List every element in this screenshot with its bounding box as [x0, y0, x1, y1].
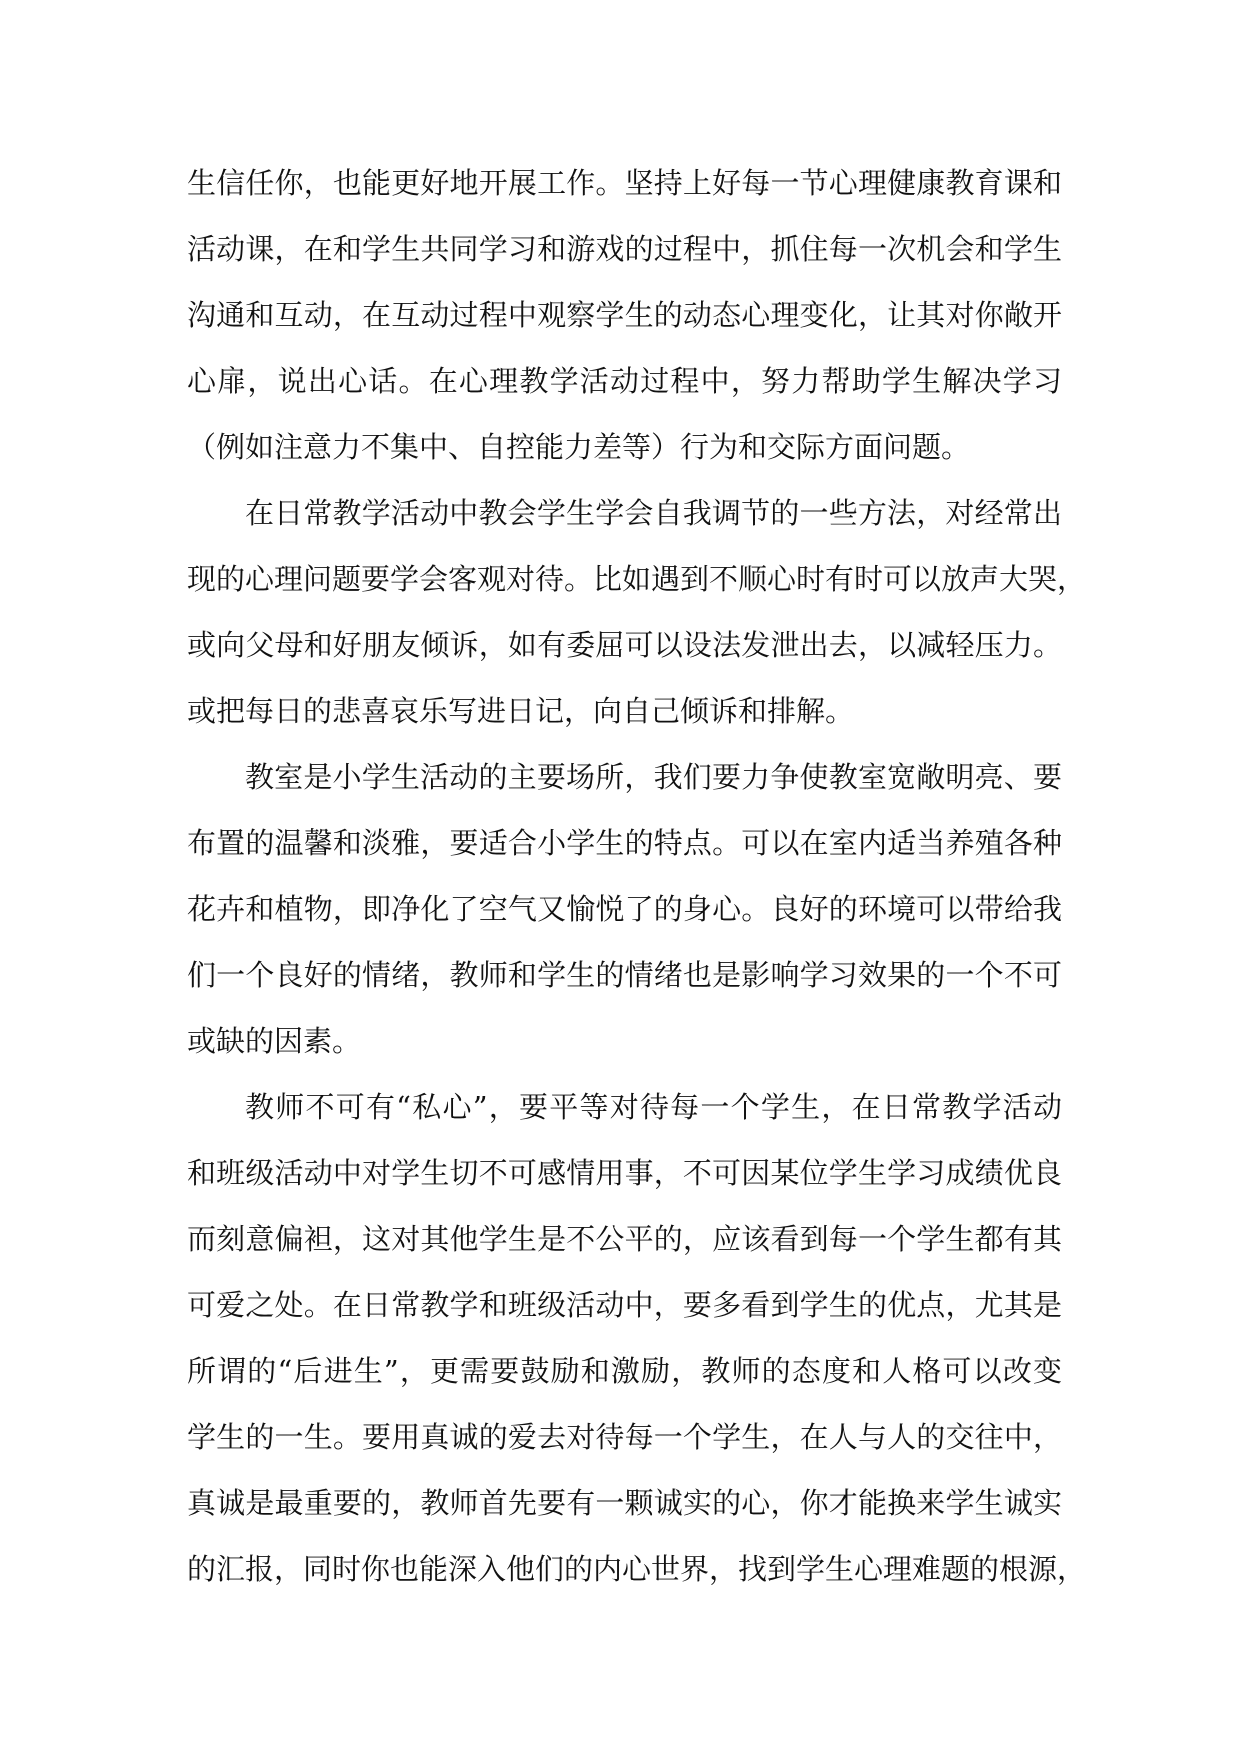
text-line: 可爱之处。在日常教学和班级活动中，要多看到学生的优点，尤其是: [187, 1288, 1062, 1322]
text-line: 教师不可有“私心”，要平等对待每一个学生，在日常教学活动: [245, 1090, 1062, 1124]
text-line: 或把每日的悲喜哀乐写进日记，向自己倾诉和排解。: [187, 694, 855, 728]
text-line: （例如注意力不集中、自控能力差等）行为和交际方面问题。: [187, 430, 971, 464]
text-line: 在日常教学活动中教会学生学会自我调节的一些方法，对经常出: [245, 496, 1062, 530]
text-line: 沟通和互动，在互动过程中观察学生的动态心理变化，让其对你敞开: [187, 298, 1062, 332]
text-line: 的汇报，同时你也能深入他们的内心世界，找到学生心理难题的根源，: [187, 1552, 1087, 1586]
text-line: 布置的温馨和淡雅，要适合小学生的特点。可以在室内适当养殖各种: [187, 826, 1062, 860]
text-line: 教室是小学生活动的主要场所，我们要力争使教室宽敞明亮、要: [245, 760, 1062, 794]
text-line: 和班级活动中对学生切不可感情用事，不可因某位学生学习成绩优良: [187, 1156, 1062, 1190]
text-line: 花卉和植物，即净化了空气又愉悦了的身心。良好的环境可以带给我: [187, 892, 1062, 926]
text-line: 活动课，在和学生共同学习和游戏的过程中，抓住每一次机会和学生: [187, 232, 1062, 266]
text-line: 而刻意偏袒，这对其他学生是不公平的，应该看到每一个学生都有其: [187, 1222, 1062, 1256]
text-line: 们一个良好的情绪，教师和学生的情绪也是影响学习效果的一个不可: [187, 958, 1062, 992]
text-line: 所谓的“后进生”，更需要鼓励和激励，教师的态度和人格可以改变: [187, 1354, 1062, 1388]
text-line: 现的心理问题要学会客观对待。比如遇到不顺心时有时可以放声大哭，: [187, 562, 1087, 596]
body-text: [187, 150, 1087, 1602]
text-line: 真诚是最重要的，教师首先要有一颗诚实的心，你才能换来学生诚实: [187, 1486, 1062, 1520]
text-line: 或向父母和好朋友倾诉，如有委屈可以设法发泄出去，以减轻压力。: [187, 628, 1062, 662]
text-line: 或缺的因素。: [187, 1024, 362, 1058]
text-line: 生信任你，也能更好地开展工作。坚持上好每一节心理健康教育课和: [187, 166, 1062, 200]
text-line: 学生的一生。要用真诚的爱去对待每一个学生，在人与人的交往中，: [187, 1420, 1062, 1454]
text-line: 心扉，说出心话。在心理教学活动过程中，努力帮助学生解决学习: [187, 364, 1062, 398]
